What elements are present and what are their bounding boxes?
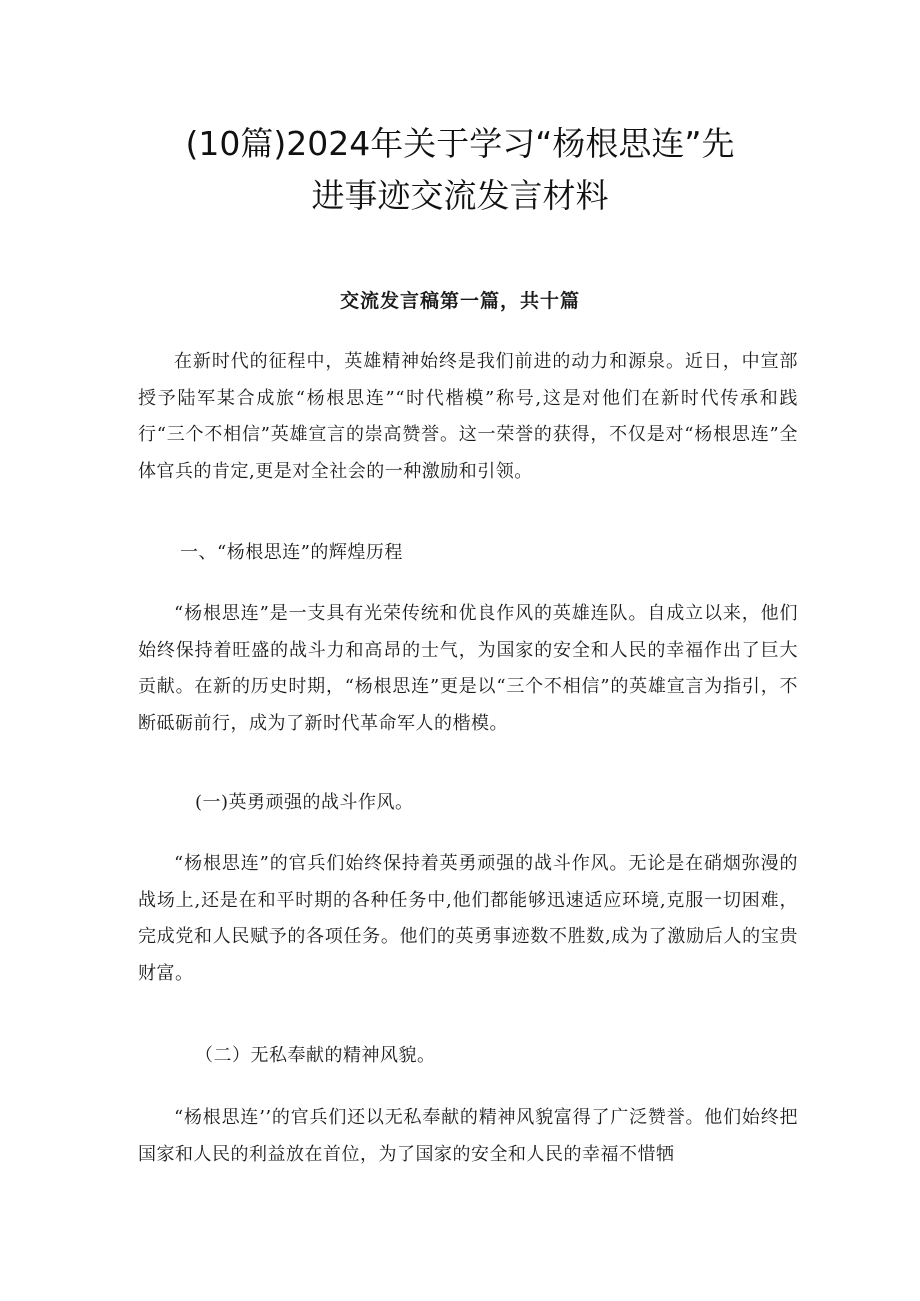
- paragraph-combat-style: “杨根思连”的官兵们始终保持着英勇顽强的战斗作风。无论是在硝烟弥漫的战场上,还是在和平时期的各种任务中,他们都能够迅速适应环境,克服一切困难，完成党和人民赋予的各项任务。他们的英勇事迹数不胜数,成为了激励后人的宝贵财富。: [138, 853, 798, 984]
- paragraph-history: “杨根思连”是一支具有光荣传统和优良作风的英雄连队。自成立以来，他们始终保持着旺盛的战斗力和高昂的士气，为国家的安全和人民的幸福作出了巨大贡献。在新的历史时期，“杨根思连”更是以“三个不相信”的英雄宣言为指引，不断砥砺前行，成为了新时代革命军人的楷模。: [138, 603, 798, 734]
- section-subheading: 交流发言稿第一篇，共十篇: [339, 290, 580, 312]
- heading-history: 一、“杨根思连”的辉煌历程: [180, 542, 403, 563]
- paragraph-intro: 在新时代的征程中，英雄精神始终是我们前进的动力和源泉。近日，中宣部授予陆军某合成旅“杨根思连”“时代楷模”称号,这是对他们在新时代传承和践行“三个不相信”英雄宣言的崇高赞誉。这一荣誉的获得，不仅是对“杨根思连”全体官兵的肯定,更是对全社会的一种激励和引领。: [138, 351, 798, 482]
- document-title-line-1: (10篇)2024年关于学习“杨根思连”先: [185, 124, 735, 163]
- paragraph-dedication: “杨根思连’’的官兵们还以无私奉献的精神风貌富得了广泛赞誉。他们始终把国家和人民的利益放在首位，为了国家的安全和人民的幸福不惜牺: [138, 1107, 798, 1165]
- heading-combat-style: (一)英勇顽强的战斗作风。: [195, 792, 414, 813]
- heading-dedication: （二）无私奉献的精神风貌。: [195, 1045, 436, 1066]
- document-title-line-2: 进事迹交流发言材料: [311, 176, 609, 215]
